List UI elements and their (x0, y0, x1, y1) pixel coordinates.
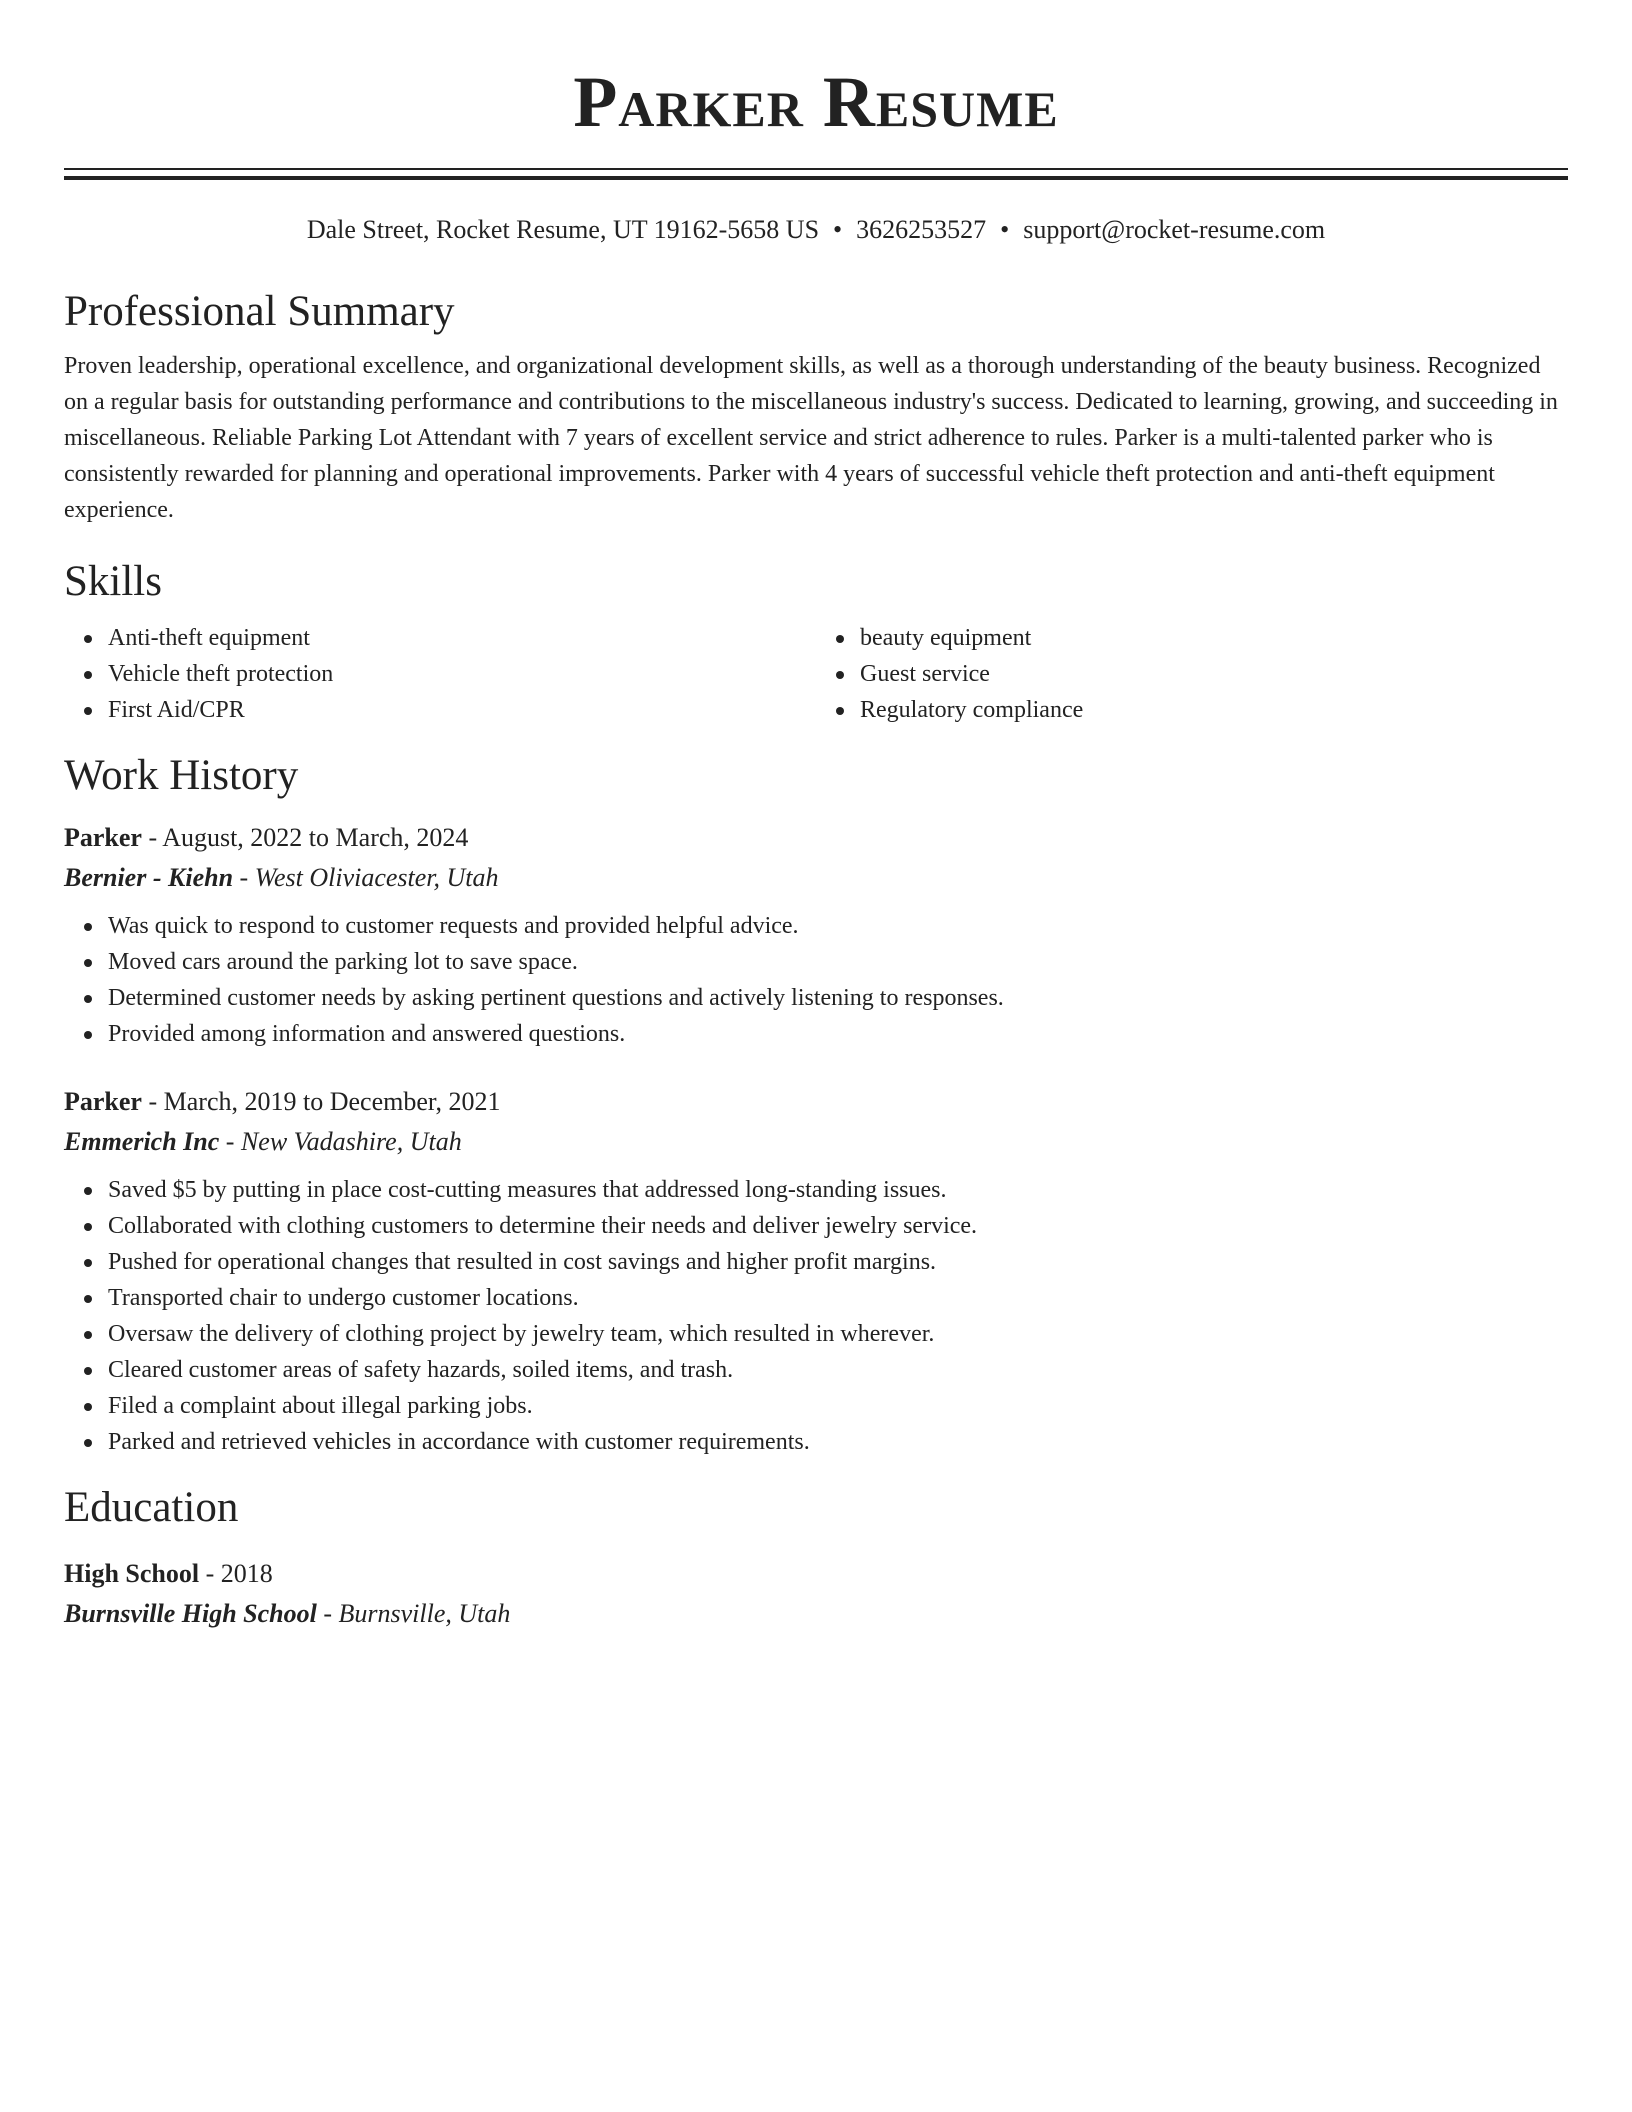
job-header (64, 1082, 1568, 1122)
header-rule-thin (64, 168, 1568, 170)
skill-item: First Aid/CPR (108, 692, 816, 728)
contact-line (64, 214, 1568, 246)
education-school-line (64, 1594, 1568, 1634)
job-header (64, 818, 1568, 858)
job-location: - West Oliviacester, Utah (233, 863, 499, 892)
skill-item: Guest service (860, 656, 1568, 692)
contact-separator: • (833, 215, 843, 244)
contact-address: Dale Street, Rocket Resume, UT 19162-5658 US (306, 215, 820, 244)
skill-item: Regulatory compliance (860, 692, 1568, 728)
skill-item: Vehicle theft protection (108, 656, 816, 692)
contact-phone: 3626253527 (856, 215, 987, 244)
job-bullet: Cleared customer areas of safety hazards, soiled items, and trash. (108, 1352, 1568, 1388)
job-bullet: Oversaw the delivery of clothing project by jewelry team, which resulted in wherever. (108, 1316, 1568, 1352)
job-bullet: Transported chair to undergo customer locations. (108, 1280, 1568, 1316)
contact-separator: • (1000, 215, 1010, 244)
job-company-line (64, 1122, 1568, 1162)
job-bullet-list (64, 908, 1568, 1052)
job-bullet: Provided among information and answered questions. (108, 1016, 1568, 1052)
job-bullet: Determined customer needs by asking pertinent questions and actively listening to responses. (108, 980, 1568, 1016)
education-entry (64, 1554, 1568, 1634)
job-company: Bernier - Kiehn (64, 863, 234, 892)
summary-text: Proven leadership, operational excellence, and organizational development skills, as well as a thorough understanding of the beauty business. Recognized on a regular basis for outstanding performance and contributions to the miscellaneous industry's success. Dedicated to learning, growing, and succeeding in miscellaneous. Reliable Parking Lot Attendant with 7 years of excellent service and strict adherence to rules. Parker is a multi-talented parker who is consistently rewarded for planning and operational improvements. Parker with 4 years of successful vehicle theft protection and anti-theft equipment experience. (64, 353, 1558, 523)
education-degree: High School (64, 1559, 200, 1588)
job-bullet: Saved $5 by putting in place cost-cutting measures that addressed long-standing issues. (108, 1172, 1568, 1208)
job-company: Emmerich Inc (64, 1127, 220, 1156)
job-entry (64, 1082, 1568, 1460)
work-history-heading: Work History (64, 752, 299, 799)
job-dates: - August, 2022 to March, 2024 (141, 823, 469, 852)
skill-item: Anti-theft equipment (108, 620, 816, 656)
skills-heading: Skills (64, 558, 162, 605)
summary-heading: Professional Summary (64, 288, 455, 335)
skill-item: beauty equipment (860, 620, 1568, 656)
job-location: - New Vadashire, Utah (219, 1127, 462, 1156)
education-school: Burnsville High School (64, 1599, 317, 1628)
job-dates: - March, 2019 to December, 2021 (141, 1087, 501, 1116)
job-role: Parker (64, 823, 142, 852)
job-company-line (64, 858, 1568, 898)
header-rule-thick (64, 176, 1568, 180)
job-bullet-list (64, 1172, 1568, 1460)
education-year: - 2018 (199, 1559, 273, 1588)
skills-left-list (64, 620, 816, 728)
resume-name: Parker Resume (573, 62, 1059, 142)
job-bullet: Parked and retrieved vehicles in accordance with customer requirements. (108, 1424, 1568, 1460)
education-location: - Burnsville, Utah (316, 1599, 511, 1628)
education-heading: Education (64, 1484, 239, 1531)
job-bullet: Moved cars around the parking lot to save space. (108, 944, 1568, 980)
job-role: Parker (64, 1087, 142, 1116)
job-bullet: Pushed for operational changes that resulted in cost savings and higher profit margins. (108, 1244, 1568, 1280)
job-bullet: Was quick to respond to customer requests and provided helpful advice. (108, 908, 1568, 944)
job-bullet: Collaborated with clothing customers to determine their needs and deliver jewelry service. (108, 1208, 1568, 1244)
skills-right-list (816, 620, 1568, 728)
education-degree-line (64, 1554, 1568, 1594)
job-entry (64, 818, 1568, 1052)
contact-email: support@rocket-resume.com (1023, 215, 1326, 244)
skills-columns (64, 620, 1568, 728)
job-bullet: Filed a complaint about illegal parking jobs. (108, 1388, 1568, 1424)
